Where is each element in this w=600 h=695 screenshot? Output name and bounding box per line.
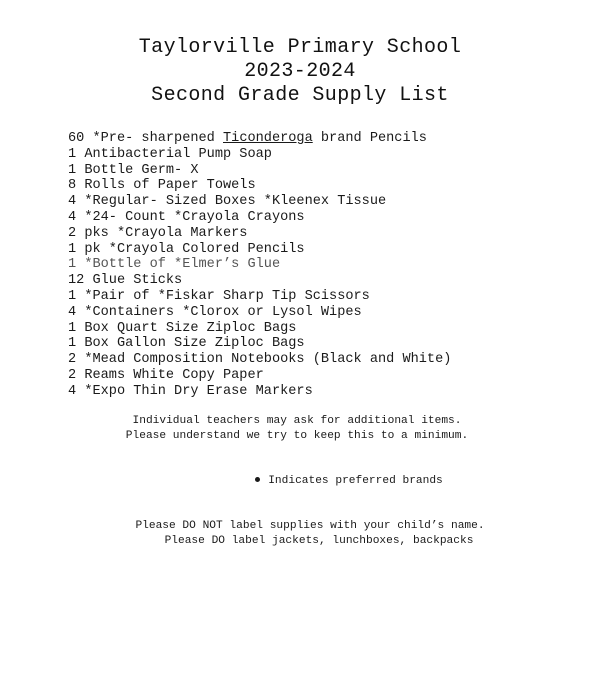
list-item: 4 *24- Count *Crayola Crayons [68, 209, 305, 225]
list-item: 1 Bottle Germ- X [68, 162, 199, 178]
bullet-icon [255, 477, 260, 482]
list-item: 1 *Pair of *Fiskar Sharp Tip Scissors [68, 288, 370, 304]
note-minimum: Please understand we try to keep this to a minimum. [125, 430, 469, 442]
school-year: 2023-2024 [244, 60, 356, 83]
item-text-post: brand Pencils [312, 131, 427, 146]
list-item: 1 Antibacterial Pump Soap [68, 146, 272, 162]
supply-list [68, 131, 451, 400]
note-do-not-label: Please DO NOT label supplies with your child’s name. [135, 520, 485, 532]
list-title: Second Grade Supply List [151, 84, 449, 107]
list-item: 8 Rolls of Paper Towels [68, 178, 256, 194]
brand-underlined: Ticonderoga [223, 131, 313, 146]
note-bullet-text: Indicates preferred brands [268, 475, 443, 487]
list-item: 4 *Regular- Sized Boxes *Kleenex Tissue [68, 194, 387, 210]
note-additional-items: Individual teachers may ask for additional items. [132, 415, 462, 427]
list-item: 12 Glue Sticks [68, 273, 183, 289]
list-item: 1 Box Gallon Size Ziploc Bags [68, 336, 305, 352]
notes-block [0, 414, 600, 549]
list-item: 2 Reams White Copy Paper [68, 367, 264, 383]
list-item: 2 *Mead Composition Notebooks (Black and White) [68, 352, 452, 368]
list-item: 4 *Containers *Clorox or Lysol Wipes [68, 304, 362, 320]
list-item: 1 Box Quart Size Ziploc Bags [68, 320, 297, 336]
list-item: 4 *Expo Thin Dry Erase Markers [68, 383, 313, 399]
list-item: 1 pk *Crayola Colored Pencils [68, 241, 305, 257]
note-do-label: Please DO label jackets, lunchboxes, backpacks [164, 535, 474, 547]
item-text-pre: 60 *Pre- sharpened [68, 131, 223, 146]
list-item: 2 pks *Crayola Markers [68, 225, 248, 241]
note-preferred-brands [0, 444, 600, 519]
list-item: 1 *Bottle of *Elmer’s Glue [68, 257, 281, 273]
title-block [0, 36, 600, 108]
school-name: Taylorville Primary School [138, 36, 462, 59]
list-item [68, 131, 451, 147]
